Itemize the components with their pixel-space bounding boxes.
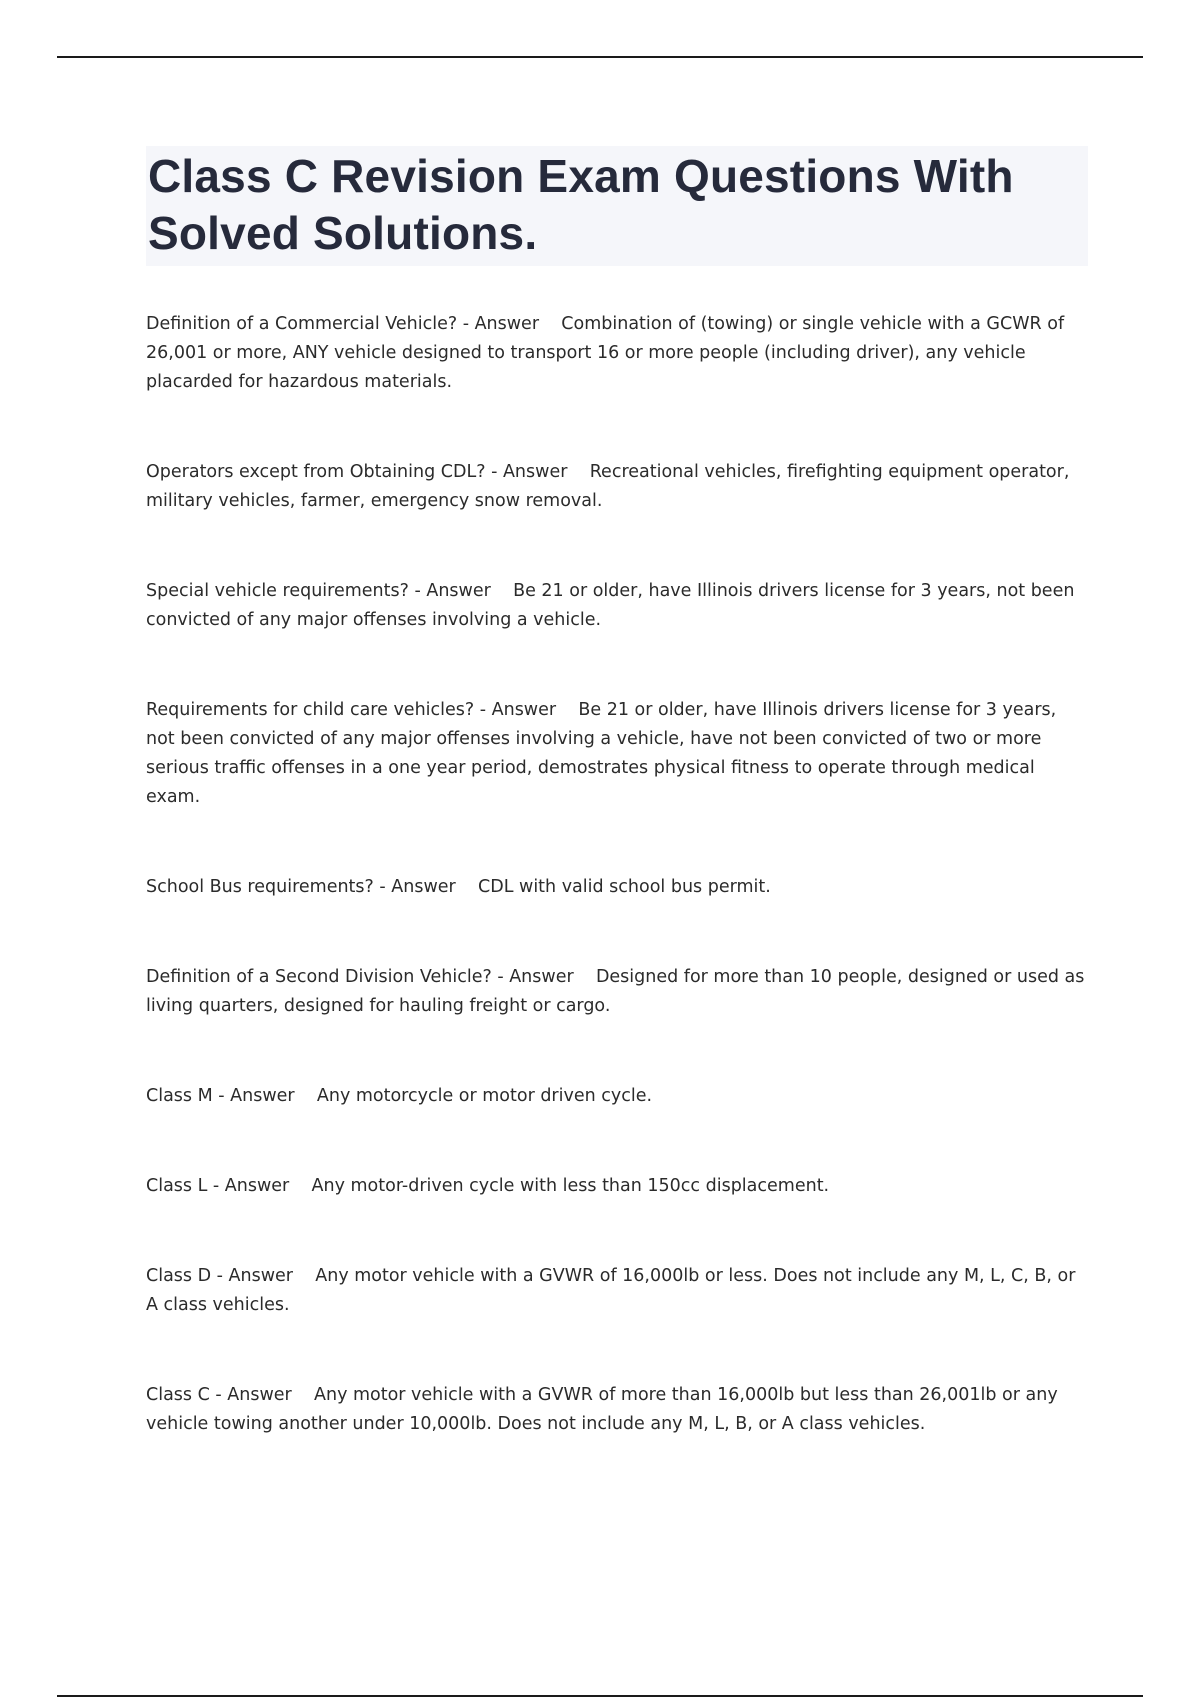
answer-gap — [567, 462, 589, 482]
answer-text: Be 21 or older, have Illinois drivers license for 3 years, not been convicted of any major offenses involving a vehicle. — [146, 581, 1075, 630]
answer-label: - Answer — [211, 1266, 293, 1286]
question-text: Definition of a Commercial Vehicle? — [146, 314, 458, 334]
qa-item — [146, 1172, 1088, 1201]
question-text: Special vehicle requirements? — [146, 581, 409, 601]
answer-gap — [574, 967, 596, 987]
answer-gap — [539, 314, 561, 334]
answer-label: - Answer — [373, 877, 456, 897]
question-text: Class C — [146, 1385, 210, 1405]
answer-gap — [293, 1266, 315, 1286]
question-text: Requirements for child care vehicles? — [146, 700, 475, 720]
answer-text: Any motorcycle or motor driven cycle. — [316, 1086, 653, 1106]
answer-gap — [295, 1086, 317, 1106]
qa-item — [146, 458, 1088, 516]
question-text: Definition of a Second Division Vehicle? — [146, 967, 492, 987]
answer-gap — [556, 700, 578, 720]
answer-label: - Answer — [474, 700, 557, 720]
answer-label: - Answer — [209, 1385, 292, 1405]
qa-list — [146, 310, 1088, 1439]
qa-item — [146, 873, 1088, 902]
bottom-rule — [57, 1695, 1143, 1697]
title-block — [146, 146, 1088, 266]
question-text: Operators except from Obtaining CDL? — [146, 462, 486, 482]
document-body — [146, 146, 1088, 1439]
qa-item — [146, 1082, 1088, 1111]
answer-text: Any motor vehicle with a GVWR of more than 16,000lb but less than 26,001lb or any vehicle towing another under 10,000lb. Does not include any M, L, B, or A class vehicles. — [146, 1385, 1058, 1434]
answer-gap — [491, 581, 513, 601]
question-text: Class L — [146, 1176, 208, 1196]
answer-text: Recreational vehicles, firefighting equipment operator, military vehicles, farmer, emergency snow removal. — [146, 462, 1070, 511]
answer-gap — [292, 1385, 314, 1405]
qa-item — [146, 310, 1088, 397]
question-text: School Bus requirements? — [146, 877, 374, 897]
answer-label: - Answer — [485, 462, 568, 482]
qa-item — [146, 696, 1088, 812]
answer-gap — [456, 877, 478, 897]
answer-text: Designed for more than 10 people, designed or used as living quarters, designed for hauling freight or cargo. — [146, 967, 1085, 1016]
qa-item — [146, 1381, 1088, 1439]
answer-text: CDL with valid school bus permit. — [478, 877, 771, 897]
question-text: Class M — [146, 1086, 213, 1106]
answer-label: - Answer — [491, 967, 574, 987]
top-rule — [57, 56, 1143, 58]
answer-gap — [289, 1176, 311, 1196]
answer-label: - Answer — [457, 314, 540, 334]
qa-item — [146, 577, 1088, 635]
answer-label: - Answer — [212, 1086, 295, 1106]
answer-text: Any motor vehicle with a GVWR of 16,000lb or less. Does not include any M, L, C, B, or A class vehicles. — [146, 1266, 1076, 1315]
answer-text: Combination of (towing) or single vehicle with a GCWR of 26,001 or more, ANY vehicle designed to transport 16 or more people (including driver), any vehicle placarded for hazardous materials. — [146, 314, 1065, 392]
qa-item — [146, 1262, 1088, 1320]
answer-text: Any motor-driven cycle with less than 150cc displacement. — [311, 1176, 830, 1196]
answer-text: Be 21 or older, have Illinois drivers license for 3 years, not been convicted of any major offenses involving a vehicle, have not been convicted of two or more serious traffic offenses in a one year period, demostrates physical fitness to operate through medical exam. — [146, 700, 1057, 807]
question-text: Class D — [146, 1266, 212, 1286]
qa-item — [146, 963, 1088, 1021]
answer-label: - Answer — [207, 1176, 290, 1196]
page-title: Class C Revision Exam Questions With Solved Solutions. — [148, 150, 1014, 259]
answer-label: - Answer — [408, 581, 491, 601]
